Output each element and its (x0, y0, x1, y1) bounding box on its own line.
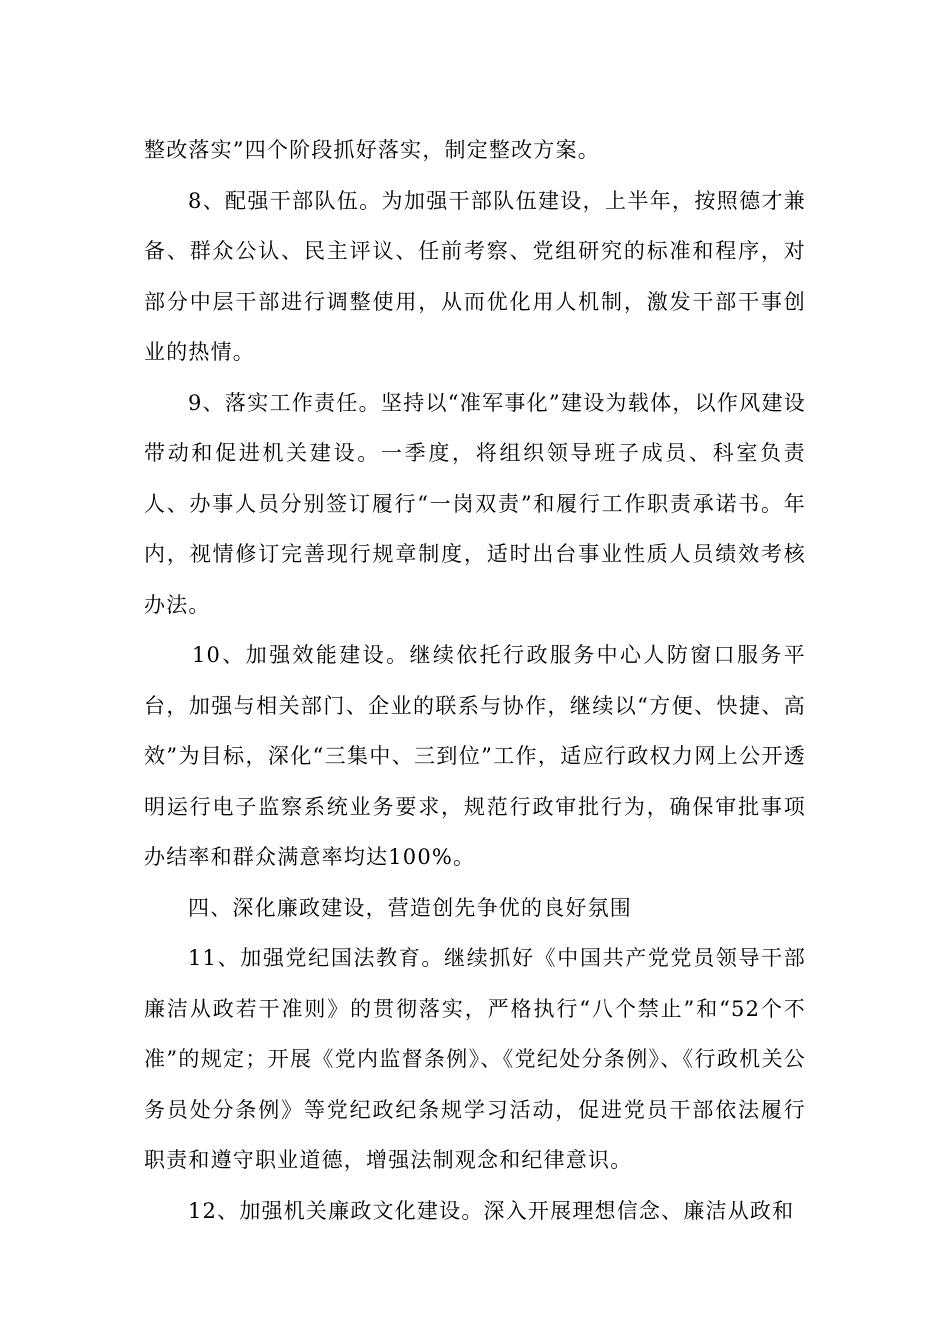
document-body (144, 125, 806, 1236)
paragraph-item-9: 9、落实工作责任。坚持以“准军事化”建设为载体，以作风建设带动和促进机关建设。一季度，将组织领导班子成员、科室负责人、办事人员分别签订履行“一岗双责”和履行工作职责承诺书。年内，视情修订完善现行规章制度，适时出台事业性质人员绩效考核办法。 (144, 390, 806, 617)
paragraph-item-8: 8、配强干部队伍。为加强干部队伍建设，上半年，按照德才兼备、群众公认、民主评议、任前考察、党组研究的标准和程序，对部分中层干部进行调整使用，从而优化用人机制，激发干部干事创业的热情。 (144, 188, 806, 364)
paragraph-item-10: 10、加强效能建设。继续依托行政服务中心人防窗口服务平台，加强与相关部门、企业的联系与协作，继续以“方便、快捷、高效”为目标，深化“三集中、三到位”工作，适应行政权力网上公开透明运行电子监察系统业务要求，规范行政审批行为，确保审批事项办结率和群众满意率均达100%。 (144, 643, 806, 869)
section-heading-4: 四、深化廉政建设，营造创先争优的良好氛围 (188, 895, 632, 920)
paragraph-item-11: 11、加强党纪国法教育。继续抓好《中国共产党党员领导干部廉洁从政若干准则》的贯彻落实，严格执行“八个禁止”和“52个不准”的规定；开展《党内监督条例》、《党纪处分条例》、《行政机关公务员处分条例》等党纪政纪条规学习活动，促进党员干部依法履行职责和遵守职业道德，增强法制观念和纪律意识。 (144, 946, 806, 1172)
paragraph-continuation: 整改落实”四个阶段抓好落实，制定整改方案。 (144, 138, 600, 162)
paragraph-item-12: 12、加强机关廉政文化建设。深入开展理想信念、廉洁从政和 (188, 1198, 795, 1223)
